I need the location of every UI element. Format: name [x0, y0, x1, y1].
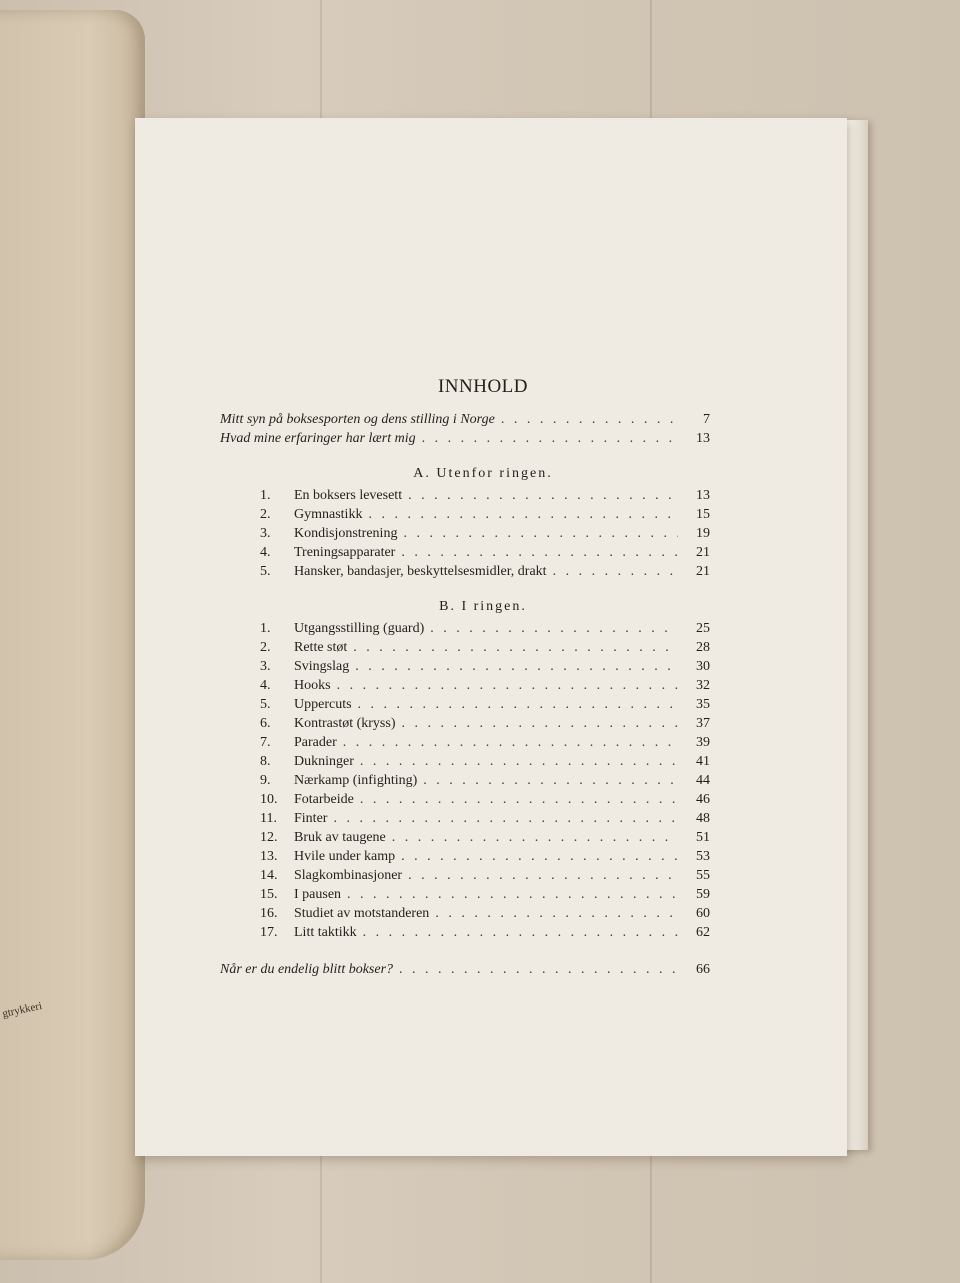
- dot-leader: [360, 792, 678, 808]
- toc-entry: [220, 431, 710, 450]
- toc-closing: [220, 962, 710, 981]
- toc-entry: [220, 887, 710, 906]
- toc-entry-page: 62: [696, 925, 710, 940]
- toc-entry: [220, 811, 710, 830]
- toc-entry: [220, 678, 710, 697]
- dot-leader: [403, 526, 678, 542]
- toc-entry-number: 9.: [260, 773, 271, 788]
- toc-entry: [220, 925, 710, 944]
- dot-leader: [430, 621, 678, 637]
- toc-entry-number: 2.: [260, 640, 271, 655]
- dot-leader: [353, 640, 678, 656]
- toc-entry-page: 46: [696, 792, 710, 807]
- toc-entry: [220, 735, 710, 754]
- section-b-list: [220, 621, 710, 944]
- toc-entry-number: 10.: [260, 792, 278, 807]
- toc-entry-number: 11.: [260, 811, 277, 826]
- toc-entry: [220, 526, 710, 545]
- toc-entry-title: Litt taktikk: [294, 925, 357, 940]
- toc-entry-page: 51: [696, 830, 710, 845]
- toc-entry: [220, 659, 710, 678]
- dot-leader: [401, 849, 678, 865]
- toc-entry: [220, 507, 710, 526]
- toc-entry-page: 32: [696, 678, 710, 693]
- section-b-heading: B. I ringen.: [439, 599, 527, 614]
- toc-entry-number: 7.: [260, 735, 271, 750]
- section-a-list: [220, 488, 710, 583]
- toc-entry-title: Gymnastikk: [294, 507, 363, 522]
- toc-entry-title: Hooks: [294, 678, 331, 693]
- toc-entry-page: 21: [696, 564, 710, 579]
- toc-entry: [220, 906, 710, 925]
- toc-entry-title: Studiet av motstanderen: [294, 906, 430, 921]
- toc-entry-page: 39: [696, 735, 710, 750]
- toc-entry-title: Hvad mine erfaringer har lært mig: [220, 431, 416, 446]
- dot-leader: [358, 697, 678, 713]
- toc-entry-page: 19: [696, 526, 710, 541]
- dot-leader: [392, 830, 678, 846]
- toc-entry-title: Hansker, bandasjer, beskyttelsesmidler, drakt: [294, 564, 547, 579]
- toc-entry: [220, 545, 710, 564]
- toc-entry-number: 4.: [260, 678, 271, 693]
- toc-entry-title: Hvile under kamp: [294, 849, 396, 864]
- dot-leader: [422, 431, 678, 447]
- table-of-contents: [220, 376, 710, 981]
- toc-entry-page: 48: [696, 811, 710, 826]
- toc-entry-number: 16.: [260, 906, 278, 921]
- toc-entry-title: Kontrastøt (kryss): [294, 716, 396, 731]
- toc-entry: [220, 773, 710, 792]
- toc-entry-number: 1.: [260, 621, 271, 636]
- dot-leader: [408, 868, 678, 884]
- toc-entry-number: 14.: [260, 868, 278, 883]
- dot-leader: [501, 412, 678, 428]
- dot-leader: [399, 962, 678, 978]
- toc-entry-title: Rette støt: [294, 640, 348, 655]
- toc-entry: [220, 621, 710, 640]
- dot-leader: [333, 811, 678, 827]
- left-page: [0, 10, 145, 1260]
- toc-entry: [220, 697, 710, 716]
- toc-entry: [220, 962, 710, 981]
- toc-entry-title: Utgangsstilling (guard): [294, 621, 425, 636]
- dot-leader: [355, 659, 678, 675]
- toc-entry-title: Svingslag: [294, 659, 350, 674]
- toc-entry: [220, 488, 710, 507]
- dot-leader: [402, 716, 679, 732]
- toc-entry: [220, 792, 710, 811]
- toc-entry-page: 15: [696, 507, 710, 522]
- toc-entry-number: 12.: [260, 830, 278, 845]
- toc-entry-title: Når er du endelig blitt bokser?: [220, 962, 394, 977]
- toc-entry-number: 2.: [260, 507, 271, 522]
- toc-entry-title: Kondisjonstrening: [294, 526, 398, 541]
- toc-entry-page: 35: [696, 697, 710, 712]
- toc-entry-title: Finter: [294, 811, 328, 826]
- toc-entry-number: 3.: [260, 659, 271, 674]
- toc-intro: [220, 412, 710, 450]
- dot-leader: [423, 773, 678, 789]
- toc-entry-title: Fotarbeide: [294, 792, 354, 807]
- dot-leader: [408, 488, 678, 504]
- toc-entry-page: 13: [696, 431, 710, 446]
- toc-entry-page: 28: [696, 640, 710, 655]
- toc-title: INNHOLD: [437, 376, 529, 397]
- toc-entry-title: Bruk av taugene: [294, 830, 386, 845]
- toc-entry-number: 15.: [260, 887, 278, 902]
- toc-entry-page: 55: [696, 868, 710, 883]
- toc-entry-number: 5.: [260, 564, 271, 579]
- toc-entry: [220, 640, 710, 659]
- toc-entry: [220, 564, 710, 583]
- toc-entry: [220, 754, 710, 773]
- toc-entry: [220, 849, 710, 868]
- toc-entry-page: 41: [696, 754, 710, 769]
- toc-entry-page: 60: [696, 906, 710, 921]
- toc-entry-title: Uppercuts: [294, 697, 352, 712]
- toc-entry-page: 25: [696, 621, 710, 636]
- dot-leader: [343, 735, 678, 751]
- toc-entry-page: 44: [696, 773, 710, 788]
- toc-entry-title: En boksers levesett: [294, 488, 403, 503]
- toc-entry-page: 53: [696, 849, 710, 864]
- toc-entry-page: 37: [696, 716, 710, 731]
- toc-entry-number: 8.: [260, 754, 271, 769]
- toc-entry: [220, 412, 710, 431]
- dot-leader: [347, 887, 678, 903]
- toc-entry: [220, 868, 710, 887]
- dot-leader: [368, 507, 678, 523]
- toc-entry-title: Mitt syn på boksesporten og dens stilling i Norge: [220, 412, 495, 427]
- toc-entry-number: 17.: [260, 925, 278, 940]
- toc-entry-page: 13: [696, 488, 710, 503]
- dot-leader: [363, 925, 678, 941]
- toc-entry-number: 5.: [260, 697, 271, 712]
- toc-entry-page: 59: [696, 887, 710, 902]
- right-page: [135, 118, 847, 1156]
- toc-entry-page: 21: [696, 545, 710, 560]
- toc-entry-number: 1.: [260, 488, 271, 503]
- toc-entry-number: 4.: [260, 545, 271, 560]
- toc-entry: [220, 830, 710, 849]
- toc-entry-title: Dukninger: [294, 754, 354, 769]
- toc-entry-page: 30: [696, 659, 710, 674]
- section-a-heading: A. Utenfor ringen.: [413, 466, 553, 481]
- toc-entry-number: 3.: [260, 526, 271, 541]
- dot-leader: [553, 564, 678, 580]
- toc-entry-title: Nærkamp (infighting): [294, 773, 418, 788]
- toc-entry-title: Treningsapparater: [294, 545, 396, 560]
- toc-entry-title: Slagkombinasjoner: [294, 868, 403, 883]
- toc-entry-number: 13.: [260, 849, 278, 864]
- toc-entry-title: I pausen: [294, 887, 342, 902]
- toc-entry-page: 7: [703, 412, 710, 427]
- dot-leader: [435, 906, 678, 922]
- left-page-fragment-text: gtrykkeri: [1, 999, 44, 1021]
- toc-entry: [220, 716, 710, 735]
- toc-entry-number: 6.: [260, 716, 271, 731]
- toc-entry-title: Parader: [294, 735, 337, 750]
- dot-leader: [401, 545, 678, 561]
- toc-entry-page: 66: [696, 962, 710, 977]
- dot-leader: [360, 754, 678, 770]
- dot-leader: [337, 678, 678, 694]
